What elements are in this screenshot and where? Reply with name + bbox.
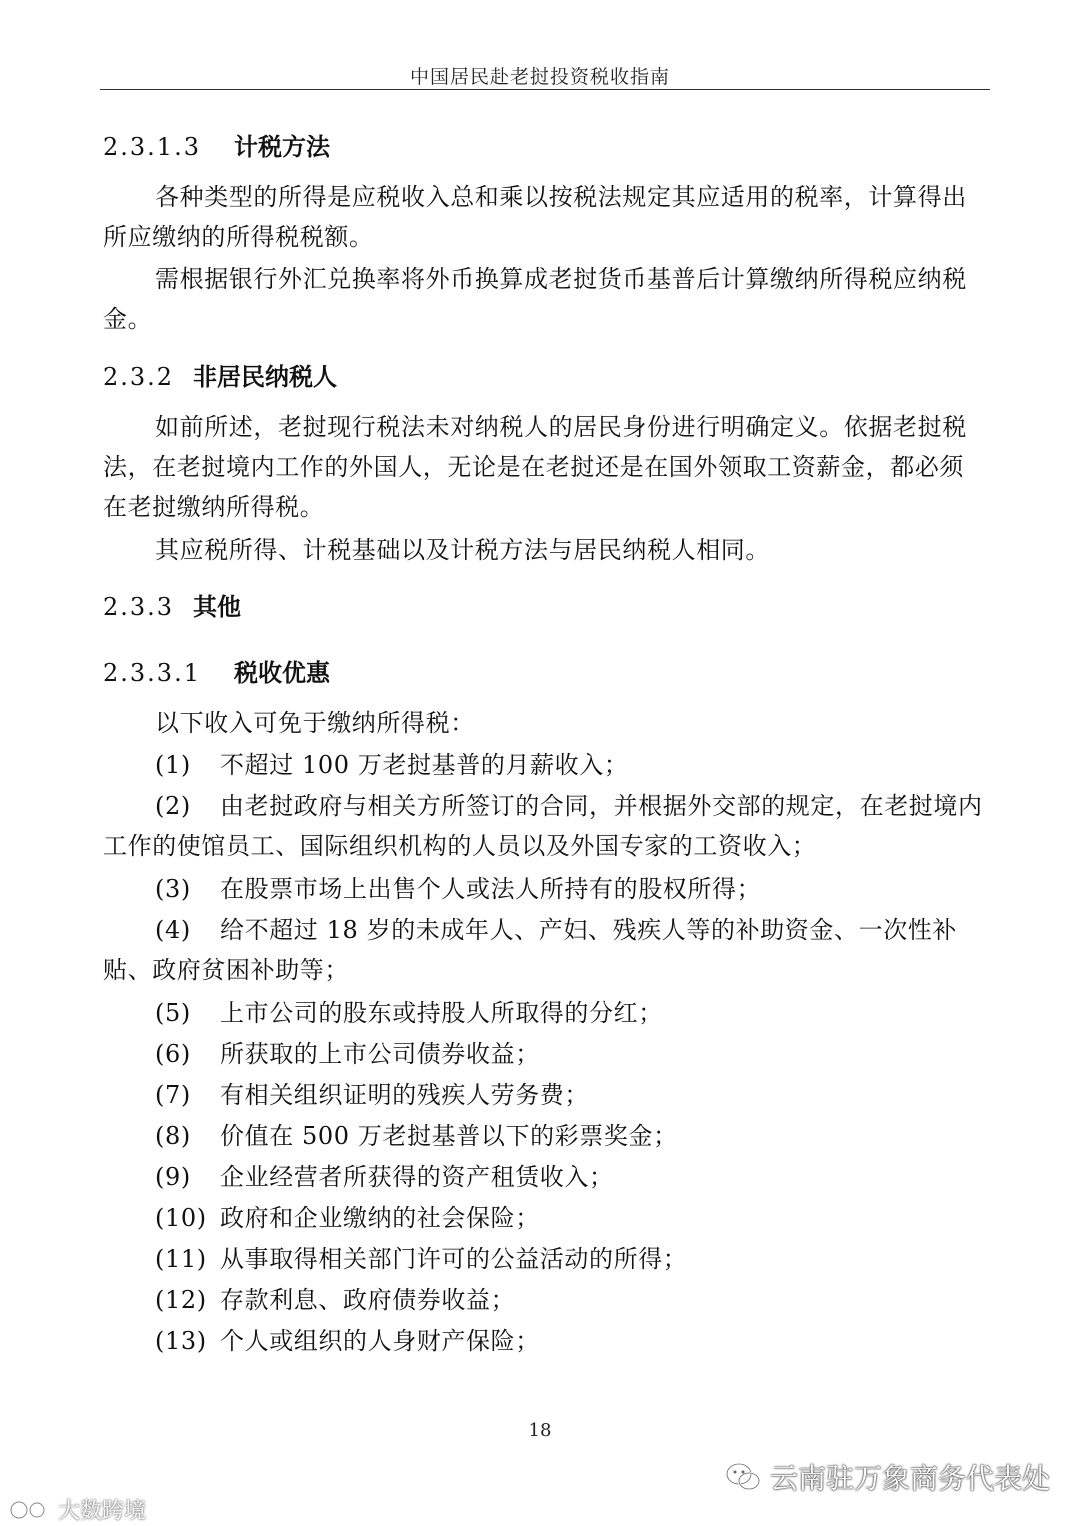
list-item-text: 从事取得相关部门许可的公益活动的所得； — [220, 1245, 688, 1273]
list-item-text: 个人或组织的人身财产保险； — [220, 1327, 540, 1355]
section-number: 2.3.3.1 — [103, 659, 201, 687]
brand-logo-icon — [8, 1499, 54, 1521]
list-item-label: (12) — [155, 1286, 207, 1314]
page-number: 18 — [528, 1420, 552, 1441]
watermark-right-text: 云南驻万象商务代表处 — [769, 1462, 1050, 1495]
list-item-label: (4) — [155, 916, 191, 944]
section-number: 2.3.1.3 — [103, 133, 201, 161]
section-title: 非居民纳税人 — [193, 363, 337, 391]
section-heading-2-3-2 — [103, 362, 337, 392]
list-item — [103, 910, 988, 990]
section-heading-2-3-1-3 — [103, 132, 330, 162]
watermark-left-text: 大数跨境 — [58, 1499, 147, 1524]
section-number: 2.3.3 — [103, 593, 175, 621]
paragraph-exemptions-intro: 以下收入可免于缴纳所得税： — [155, 709, 475, 737]
paragraph-currency-conversion: 需根据银行外汇兑换率将外币换算成老挝货币基普后计算缴纳所得税应纳税金。 — [103, 265, 967, 333]
list-item-text: 上市公司的股东或持股人所取得的分红； — [220, 999, 663, 1027]
list-item-label: (13) — [155, 1327, 207, 1355]
list-item — [103, 1034, 988, 1074]
list-item-label: (2) — [155, 792, 191, 820]
list-item-label: (10) — [155, 1204, 207, 1232]
section-number: 2.3.2 — [103, 363, 175, 391]
list-item-label: (9) — [155, 1163, 191, 1191]
list-item-label: (7) — [155, 1081, 191, 1109]
list-item — [103, 1239, 988, 1279]
list-item — [103, 869, 988, 909]
list-item-label: (3) — [155, 875, 191, 903]
list-item-text: 价值在 500 万老挝基普以下的彩票奖金； — [220, 1122, 678, 1150]
list-item-text: 由老挝政府与相关方所签订的合同，并根据外交部的规定，在老挝境内工作的使馆员工、国际组织机构的人员以及外国专家的工资收入； — [103, 792, 983, 860]
section-title: 其他 — [193, 593, 241, 621]
list-item — [103, 1075, 988, 1115]
wechat-icon — [724, 1460, 762, 1494]
list-item-label: (1) — [155, 751, 191, 779]
list-item — [103, 1280, 988, 1320]
list-item-text: 企业经营者所获得的资产租赁收入； — [220, 1163, 614, 1191]
list-item-label: (11) — [155, 1245, 207, 1273]
list-item — [103, 1157, 988, 1197]
list-item-text: 不超过 100 万老挝基普的月薪收入； — [220, 751, 629, 779]
list-item — [103, 1198, 988, 1238]
list-item-label: (8) — [155, 1122, 191, 1150]
section-heading-2-3-3 — [103, 592, 241, 622]
list-item-text: 有相关组织证明的残疾人劳务费； — [220, 1081, 589, 1109]
list-item-text: 所获取的上市公司债券收益； — [220, 1040, 540, 1068]
paragraph-non-resident: 如前所述，老挝现行税法未对纳税人的居民身份进行明确定义。依据老挝税法，在老挝境内工作的外国人，无论是在老挝还是在国外领取工资薪金，都必须在老挝缴纳所得税。 — [103, 413, 967, 521]
list-item — [103, 786, 988, 866]
list-item-text: 在股票市场上出售个人或法人所持有的股权所得； — [220, 875, 762, 903]
list-item — [103, 745, 988, 785]
paragraph-same-basis: 其应税所得、计税基础以及计税方法与居民纳税人相同。 — [155, 536, 770, 564]
list-item-text: 政府和企业缴纳的社会保险； — [220, 1204, 540, 1232]
list-item — [103, 1116, 988, 1156]
list-item-label: (5) — [155, 999, 191, 1027]
list-item-label: (6) — [155, 1040, 191, 1068]
section-heading-2-3-3-1 — [103, 658, 330, 688]
list-item-text: 存款利息、政府债券收益； — [220, 1286, 516, 1314]
list-item — [103, 993, 988, 1033]
page-header-title: 中国居民赴老挝投资税收指南 — [409, 66, 670, 88]
paragraph-tax-method: 各种类型的所得是应税收入总和乘以按税法规定其应适用的税率，计算得出所应缴纳的所得税税额。 — [103, 183, 967, 251]
list-item — [103, 1321, 988, 1361]
watermark-left — [8, 1494, 146, 1525]
section-title: 税收优惠 — [234, 659, 330, 687]
list-item-text: 给不超过 18 岁的未成年人、产妇、残疾人等的补助资金、一次性补贴、政府贫困补助等； — [103, 916, 957, 984]
watermark-right — [724, 1457, 1050, 1497]
section-title: 计税方法 — [234, 133, 330, 161]
